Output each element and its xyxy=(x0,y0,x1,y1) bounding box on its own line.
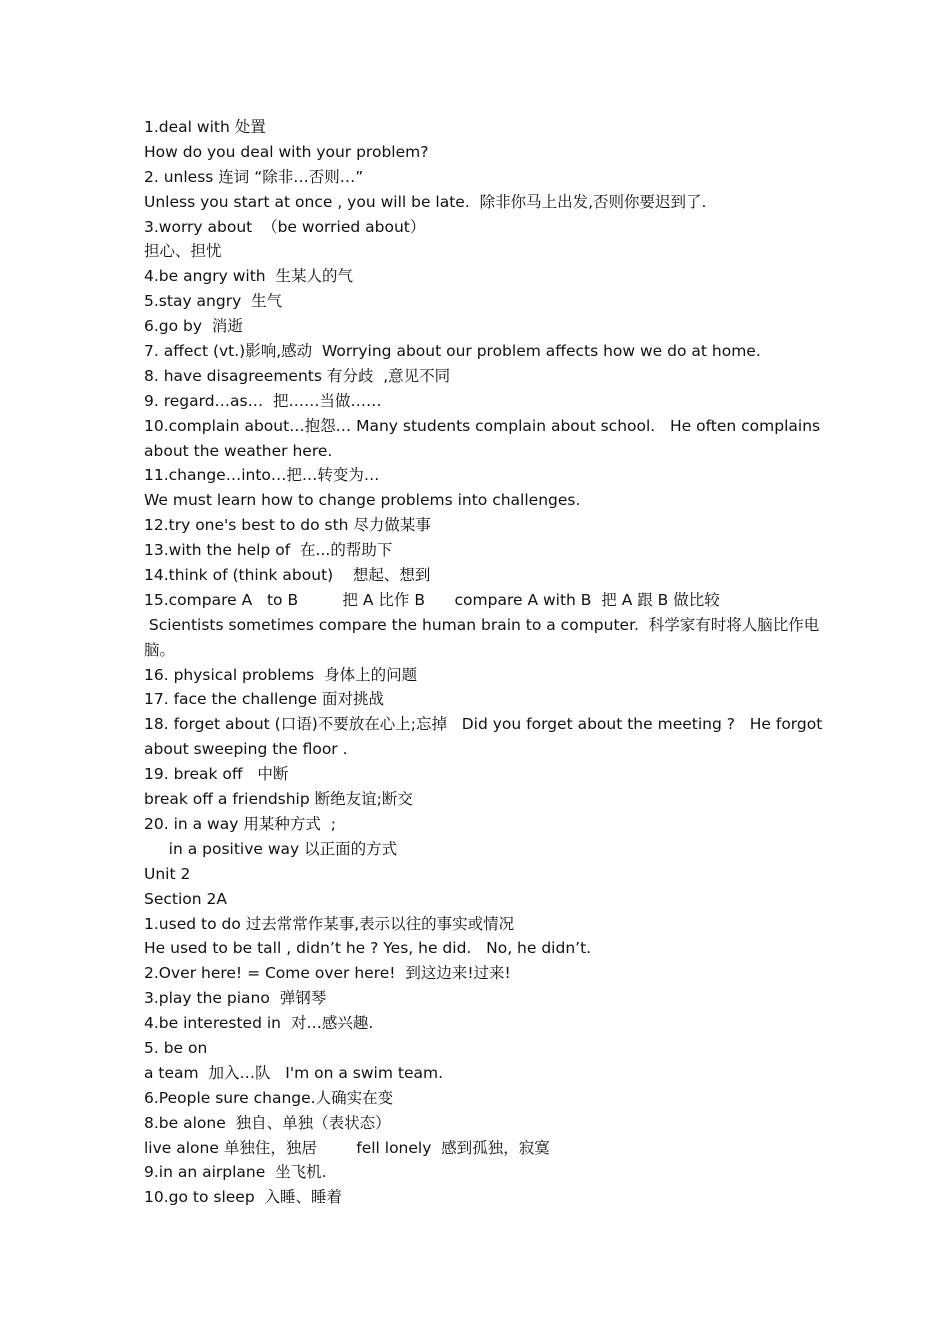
text-line: 18. forget about (口语)不要放在心上;忘掉 Did you forget about the meeting ? He forgot xyxy=(144,715,823,734)
text-line: 7. affect (vt.)影响,感动 Worrying about our problem affects how we do at home. xyxy=(144,342,761,361)
text-line: 5.stay angry 生气 xyxy=(144,292,283,311)
text-line: 9. regard…as… 把……当做…… xyxy=(144,391,382,410)
text-line: break off a friendship 断绝友谊;断交 xyxy=(144,790,413,809)
text-line: a team 加入…队 I'm on a swim team. xyxy=(144,1063,444,1082)
text-line: How do you deal with your problem? xyxy=(144,142,429,161)
text-line: Scientists sometimes compare the human brain to a computer. 科学家有时将人脑比作电 xyxy=(144,615,820,634)
text-line: 20. in a way 用某种方式 ; xyxy=(144,814,336,833)
text-line: 2.Over here! = Come over here! 到这边来!过来! xyxy=(144,964,511,983)
text-line: 3.worry about （be worried about） xyxy=(144,217,426,236)
text-line: 6.People sure change.人确实在变 xyxy=(144,1088,394,1107)
text-line: 12.try one's best to do sth 尽力做某事 xyxy=(144,516,431,535)
text-line: about sweeping the floor . xyxy=(144,740,348,759)
text-line: 3.play the piano 弹钢琴 xyxy=(144,989,327,1008)
text-line: 6.go by 消逝 xyxy=(144,317,243,336)
text-line: 15.compare A to B 把 A 比作 B compare A with B 把 A 跟 B 做比较 xyxy=(144,590,720,609)
document-page xyxy=(144,115,824,1210)
text-line: 10.go to sleep 入睡、睡着 xyxy=(144,1188,343,1207)
text-line: 14.think of (think about) 想起、想到 xyxy=(144,566,431,585)
text-line: about the weather here. xyxy=(144,441,333,460)
text-line: 8. have disagreements 有分歧 ,意见不同 xyxy=(144,366,451,385)
text-line: 9.in an airplane 坐飞机. xyxy=(144,1163,327,1182)
unit-heading: Unit 2 xyxy=(144,864,191,883)
text-line: 8.be alone 独自、单独（表状态） xyxy=(144,1113,391,1132)
text-line: in a positive way 以正面的方式 xyxy=(144,839,398,858)
text-line: He used to be tall , didn’t he ? Yes, he did. No, he didn’t. xyxy=(144,939,592,958)
text-line: 5. be on xyxy=(144,1038,208,1057)
text-line: 11.change…into…把…转变为… xyxy=(144,466,380,485)
text-line: 脑。 xyxy=(144,640,176,659)
text-line: 17. face the challenge 面对挑战 xyxy=(144,690,385,709)
text-line: live alone 单独住，独居 fell lonely 感到孤独，寂寞 xyxy=(144,1138,550,1157)
section-heading: Section 2A xyxy=(144,889,227,908)
text-line: 2. unless 连词 “除非…否则…” xyxy=(144,167,364,186)
text-line: Unless you start at once , you will be late. 除非你马上出发,否则你要迟到了. xyxy=(144,192,707,211)
text-line: 16. physical problems 身体上的问题 xyxy=(144,665,418,684)
text-line: 4.be angry with 生某人的气 xyxy=(144,267,353,286)
text-line: 担心、担忧 xyxy=(144,242,222,261)
text-line: We must learn how to change problems into challenges. xyxy=(144,491,581,510)
text-line: 13.with the help of 在...的帮助下 xyxy=(144,541,393,560)
text-line: 10.complain about…抱怨… Many students complain about school. He often complains xyxy=(144,416,821,435)
text-line: 1.deal with 处置 xyxy=(144,118,266,136)
text-line: 4.be interested in 对…感兴趣. xyxy=(144,1014,374,1033)
text-line: 19. break off 中断 xyxy=(144,765,289,784)
text-line: 1.used to do 过去常常作某事,表示以往的事实或情况 xyxy=(144,914,515,933)
